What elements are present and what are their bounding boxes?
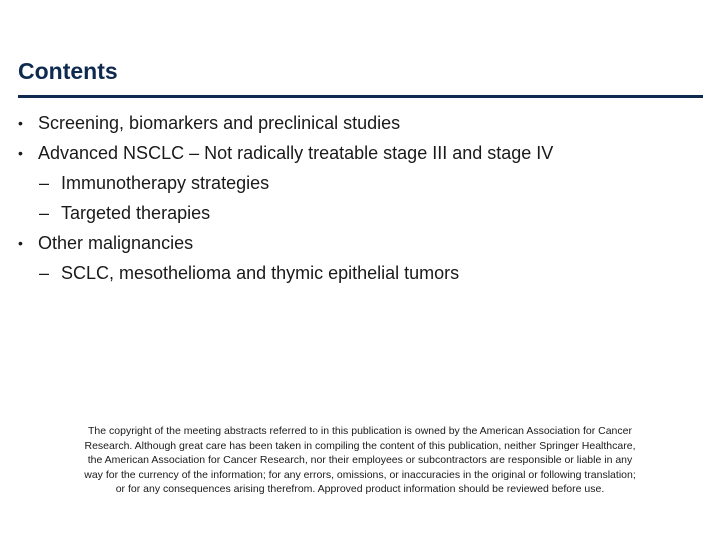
list-item-text: Other malignancies xyxy=(38,233,194,253)
dash-icon: – xyxy=(39,173,50,193)
list-subitem xyxy=(18,258,708,288)
title-divider xyxy=(18,95,703,98)
list-item xyxy=(18,108,708,138)
list-subitem-text: SCLC, mesothelioma and thymic epithelial tumors xyxy=(61,263,460,283)
dash-icon: – xyxy=(39,203,50,223)
bullet-icon: • xyxy=(18,145,23,161)
copyright-disclaimer: The copyright of the meeting abstracts referred to in this publication is owned by the American Association for Cancer Research. Although great care has been taken in compiling the content of this publication, neither Springer Healthcare, the American Association for Cancer Research, nor their employees or subcontractors are responsible or liable in any way for the currency of the information; for any errors, omissions, or inaccuracies in the original or following translation; or for any consequences arising therefrom. Approved product information should be reviewed before use. xyxy=(84,425,636,496)
bullet-icon: • xyxy=(18,235,23,251)
list-item xyxy=(18,228,708,258)
page-title: Contents xyxy=(18,58,118,84)
dash-icon: – xyxy=(39,263,50,283)
list-item-text: Screening, biomarkers and preclinical studies xyxy=(38,113,401,133)
list-item xyxy=(18,138,708,168)
list-subitem xyxy=(18,198,708,228)
list-subitem-text: Immunotherapy strategies xyxy=(61,173,270,193)
contents-list xyxy=(18,108,708,288)
list-subitem-text: Targeted therapies xyxy=(61,203,211,223)
bullet-icon: • xyxy=(18,115,23,131)
list-item-text: Advanced NSCLC – Not radically treatable stage III and stage IV xyxy=(38,143,554,163)
list-subitem xyxy=(18,168,708,198)
